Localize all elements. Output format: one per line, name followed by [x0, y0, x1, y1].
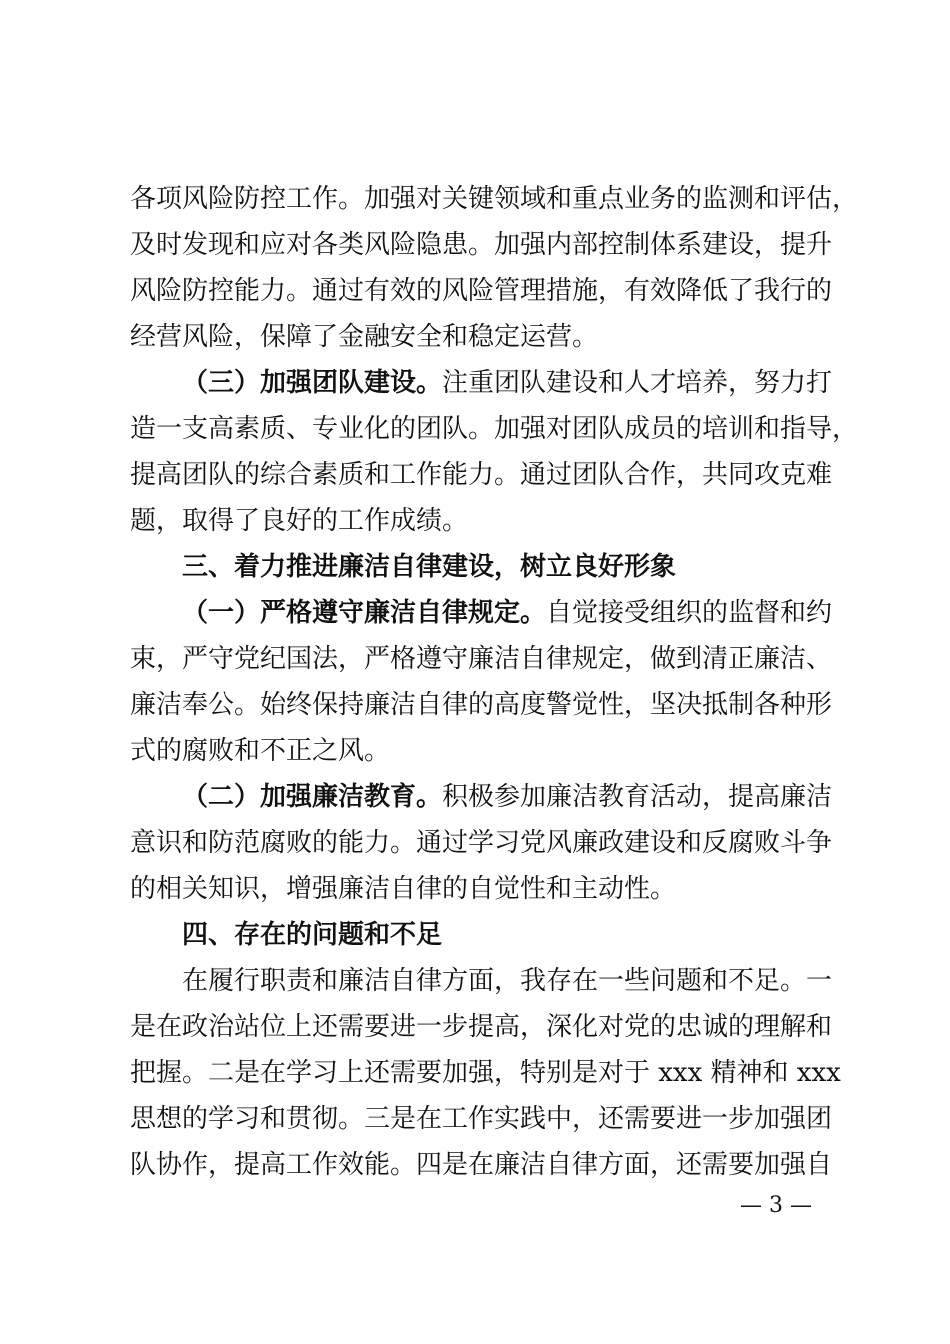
text-line: 各项风险防控工作。加强对关键领域和重点业务的监测和评估，	[130, 184, 859, 214]
text-span: 自觉接受组织的监督和约	[546, 598, 833, 628]
subheading-integrity-rules: （一）严格遵守廉洁自律规定。	[182, 598, 547, 628]
paragraph-first-line	[182, 774, 833, 820]
page-number: — 3 —	[740, 1193, 812, 1218]
text-line: 束，严守党纪国法，严格遵守廉洁自律规定，做到清正廉洁、	[130, 644, 833, 674]
subheading-team-building: （三）加强团队建设。	[182, 368, 443, 398]
text-line: 式的腐败和不正之风。	[130, 736, 391, 766]
text-line: 经营风险，保障了金融安全和稳定运营。	[130, 322, 599, 352]
text-line: 题，取得了良好的工作成绩。	[130, 506, 469, 536]
paragraph-first-line	[182, 590, 833, 636]
text-line: 把握。二是在学习上还需要加强，特别是对于 xxx 精神和 xxx	[130, 1058, 841, 1088]
text-line: 的相关知识，增强廉洁自律的自觉性和主动性。	[130, 874, 677, 904]
subheading-integrity-education: （二）加强廉洁教育。	[182, 782, 443, 812]
text-line: 是在政治站位上还需要进一步提高，深化对党的忠诚的理解和	[130, 1012, 833, 1042]
text-line: 思想的学习和贯彻。三是在工作实践中，还需要进一步加强团	[130, 1104, 833, 1134]
text-span: 注重团队建设和人才培养，努力打	[442, 368, 833, 398]
text-line: 廉洁奉公。始终保持廉洁自律的高度警觉性，坚决抵制各种形	[130, 690, 833, 720]
paragraph-first-line	[182, 360, 833, 406]
text-line: 造一支高素质、专业化的团队。加强对团队成员的培训和指导，	[130, 414, 859, 444]
paragraph-first-line: 在履行职责和廉洁自律方面，我存在一些问题和不足。一	[182, 966, 833, 996]
text-line: 风险防控能力。通过有效的风险管理措施，有效降低了我行的	[130, 276, 833, 306]
section-heading-4: 四、存在的问题和不足	[182, 920, 443, 950]
text-line: 提高团队的综合素质和工作能力。通过团队合作，共同攻克难	[130, 460, 833, 490]
text-line: 队协作，提高工作效能。四是在廉洁自律方面，还需要加强自	[130, 1150, 833, 1180]
section-heading-3: 三、着力推进廉洁自律建设，树立良好形象	[182, 552, 677, 582]
text-span: 积极参加廉洁教育活动，提高廉洁	[442, 782, 833, 812]
text-line: 及时发现和应对各类风险隐患。加强内部控制体系建设，提升	[130, 230, 833, 260]
text-line: 意识和防范腐败的能力。通过学习党风廉政建设和反腐败斗争	[130, 828, 833, 858]
